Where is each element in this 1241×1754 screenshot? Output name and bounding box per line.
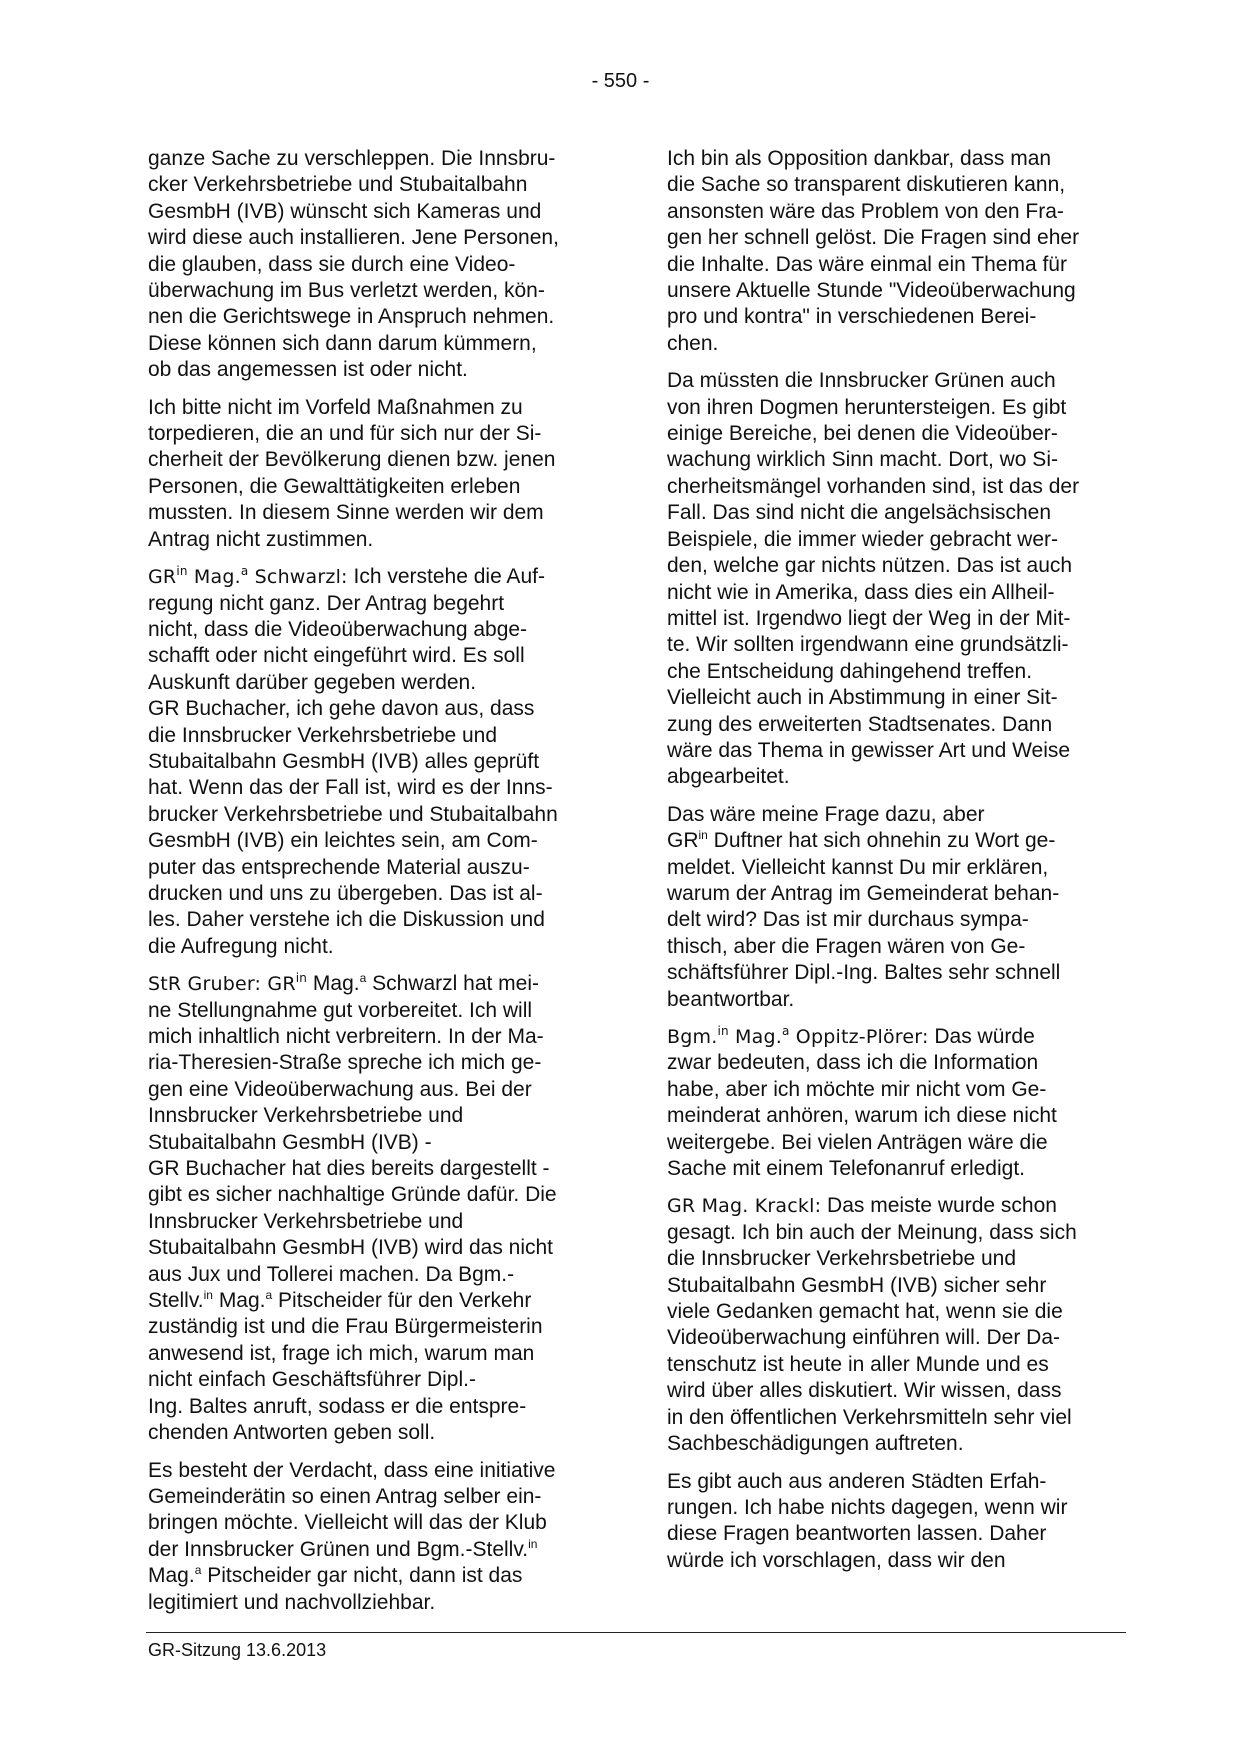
- paragraph-lines: [148, 1314, 598, 1446]
- speaker-line: $GR^{in}$ Mag.$^a$ Schwarzl: Ich verstehe die Auf-: [148, 564, 545, 589]
- text-line: hat. Wenn das der Fall ist, wird es der Inns-: [148, 776, 553, 800]
- text-line: wird diese auch installieren. Jene Personen,: [148, 226, 559, 250]
- text-line: Es besteht der Verdacht, dass eine initiative: [148, 1458, 556, 1482]
- paragraph: [148, 146, 598, 384]
- text-line: nicht, dass die Videoüberwachung abge-: [148, 617, 528, 641]
- text-line: beantwortbar.: [667, 987, 795, 1011]
- text-line: Stubaitalbahn GesmbH (IVB) -: [148, 1130, 432, 1154]
- text-line: mittel ist. Irgendwo liegt der Weg in der Mit-: [667, 606, 1071, 630]
- text-line: Auskunft darüber gegeben werden.: [148, 670, 477, 694]
- stellv-line: Stellv.$^{in}$ Mag.$^a$ Pitscheider für den Verkehr: [148, 1288, 532, 1313]
- text-line: nen die Gerichtswege in Anspruch nehmen.: [148, 305, 555, 329]
- text-line: Beispiele, die immer wieder gebracht wer-: [667, 527, 1058, 551]
- text-line: nicht wie in Amerika, dass dies ein Allheil-: [667, 580, 1055, 604]
- text-line: abgearbeitet.: [667, 765, 790, 789]
- text-line: unsere Aktuelle Stunde "Videoüberwachung: [667, 279, 1076, 303]
- text-line: schafft oder nicht eingeführt wird. Es soll: [148, 644, 525, 668]
- text-line: te. Wir sollten irgendwann eine grundsätzli-: [667, 633, 1069, 657]
- text-line: Vielleicht auch in Abstimmung in einer Sit-: [667, 686, 1058, 710]
- text-line: cherheitsmängel vorhanden sind, ist das der: [667, 474, 1080, 498]
- text-line: anwesend ist, frage ich mich, warum man: [148, 1341, 535, 1365]
- text-line: mussten. In diesem Sinne werden wir dem: [148, 501, 544, 525]
- text-line: schäftsführer Dipl.-Ing. Baltes sehr schnell: [667, 961, 1061, 985]
- text-line: Personen, die Gewalttätigkeiten erleben: [148, 474, 521, 498]
- text-line: die glauben, dass sie durch eine Video-: [148, 252, 516, 276]
- text-line: ria-Theresien-Straße spreche ich mich ge-: [148, 1051, 542, 1075]
- text-line: Das wäre meine Frage dazu, aber: [667, 802, 985, 826]
- text-line: Fall. Das sind nicht die angelsächsischen: [667, 501, 1052, 525]
- text-line: Ich bin als Opposition dankbar, dass man: [667, 147, 1052, 170]
- right-column: [667, 146, 1127, 1585]
- text-line: die Aufregung nicht.: [148, 934, 334, 958]
- text-line: würde ich vorschlagen, dass wir den: [667, 1548, 1006, 1572]
- paragraph: [667, 368, 1127, 791]
- paragraph: [667, 146, 1127, 357]
- text-line: wäre das Thema in gewisser Art und Weise: [667, 738, 1071, 762]
- text-line: Innsbrucker Verkehrsbetriebe und: [148, 1209, 464, 1233]
- paragraph: [148, 395, 598, 553]
- text-line: Innsbrucker Verkehrsbetriebe und: [148, 1104, 464, 1128]
- text-line: die Innsbrucker Verkehrsbetriebe und: [148, 723, 498, 747]
- paragraph-gruber: [148, 971, 598, 1446]
- text-line: legitimiert und nachvollziehbar.: [148, 1590, 436, 1614]
- mag-line: Mag.$^a$ Pitscheider gar nicht, dann ist das: [148, 1563, 523, 1588]
- paragraph-lines: [148, 1458, 598, 1537]
- text-line: cker Verkehrsbetriebe und Stubaitalbahn: [148, 173, 528, 197]
- speaker-name: $GR^{in}$ Mag.$^a$ Schwarzl:: [148, 564, 348, 589]
- text-line: wird über alles diskutiert. Wir wissen, dass: [667, 1379, 1062, 1403]
- text-line: chenden Antworten geben soll.: [148, 1421, 436, 1445]
- paragraph-oppitz: [667, 1024, 1127, 1182]
- paragraph-schwarzl: [148, 564, 598, 960]
- paragraph-lines: [148, 1590, 598, 1616]
- text-line: cherheit der Bevölkerung dienen bzw. jenen: [148, 448, 556, 472]
- text-line: chen.: [667, 331, 719, 355]
- text-line: torpedieren, die an und für sich nur der Si-: [148, 422, 542, 446]
- speaker-line: Bgm.$^{in}$ Mag.$^a$ Oppitz-Plörer: Das würde: [667, 1024, 1035, 1048]
- text-line: zuständig ist und die Frau Bürgermeisterin: [148, 1315, 543, 1339]
- text-line: ob das angemessen ist oder nicht.: [148, 358, 468, 382]
- text-line: ansonsten wäre das Problem von den Fra-: [667, 199, 1064, 223]
- speaker-name: StR Gruber: $GR^{in}$: [148, 971, 308, 996]
- text-line: Sache mit einem Telefonanruf erledigt.: [667, 1157, 1025, 1181]
- text-line: Stubaitalbahn GesmbH (IVB) alles geprüft: [148, 749, 540, 773]
- paragraph-lines: [667, 802, 1127, 828]
- text-line: Stubaitalbahn GesmbH (IVB) wird das nicht: [148, 1236, 554, 1260]
- text-line: regung nicht ganz. Der Antrag begehrt: [148, 591, 505, 615]
- text-line: puter das entsprechende Material auszu-: [148, 855, 530, 879]
- text-line: aus Jux und Tollerei machen. Da Bgm.-: [148, 1262, 515, 1286]
- paragraph-lines: [148, 591, 598, 961]
- paragraph-krackl: [667, 1193, 1127, 1457]
- text-line: GesmbH (IVB) ein leichtes sein, am Com-: [148, 829, 538, 853]
- left-column: [148, 146, 598, 1627]
- text-line: viele Gedanken gemacht hat, wenn sie die: [667, 1300, 1063, 1324]
- text-line: gen eine Videoüberwachung aus. Bei der: [148, 1077, 532, 1101]
- text-line: die Inhalte. Das wäre einmal ein Thema für: [667, 252, 1067, 276]
- page-number: - 550 -: [591, 70, 650, 92]
- text-line: pro und kontra" in verschiedenen Berei-: [667, 305, 1037, 329]
- text-line: ne Stellungnahme gut vorbereitet. Ich will: [148, 998, 533, 1022]
- text-line: GR Buchacher, ich gehe davon aus, dass: [148, 697, 535, 721]
- speaker-name: GR Mag. Krackl:: [667, 1195, 822, 1218]
- text-line: diese Fragen beantworten lassen. Daher: [667, 1522, 1047, 1546]
- paragraph-lines: [148, 998, 598, 1288]
- text-line: meldet. Vielleicht kannst Du mir erklären,: [667, 855, 1049, 879]
- speaker-line: GR Mag. Krackl: Das meiste wurde schon: [667, 1194, 1057, 1218]
- paragraph-verdacht: [148, 1458, 598, 1616]
- text-line: meinderat anhören, warum ich diese nicht: [667, 1104, 1057, 1128]
- speaker-line: StR Gruber: $GR^{in}$ Mag.$^a$ Schwarzl hat mei-: [148, 971, 540, 996]
- paragraph-lines: [667, 1220, 1127, 1458]
- text-line: tenschutz ist heute in aller Munde und es: [667, 1352, 1049, 1376]
- text-line: den, welche gar nichts nützen. Das ist auch: [667, 554, 1073, 578]
- text-line: mich inhaltlich nicht verbreitern. In der Ma-: [148, 1025, 544, 1048]
- text-line: Sachbeschädigungen auftreten.: [667, 1432, 964, 1456]
- paragraph-duftner: [667, 802, 1127, 1013]
- text-line: die Innsbrucker Verkehrsbetriebe und: [667, 1247, 1017, 1271]
- text-line: warum der Antrag im Gemeinderat behan-: [667, 881, 1060, 905]
- paragraph-lines: [667, 855, 1127, 1013]
- text-line: Videoüberwachung einführen will. Der Da-: [667, 1326, 1061, 1350]
- paragraph-lines: [667, 1050, 1127, 1182]
- text-line: einige Bereiche, bei denen die Videoüber-: [667, 422, 1058, 446]
- footer-divider: [146, 1632, 1126, 1633]
- footer-session-label: GR-Sitzung 13.6.2013: [148, 1640, 327, 1660]
- text-line: die Sache so transparent diskutieren kann,: [667, 173, 1066, 197]
- text-line: nicht einfach Geschäftsführer Dipl.-: [148, 1368, 476, 1392]
- text-line: in den öffentlichen Verkehrsmitteln sehr viel: [667, 1405, 1072, 1429]
- text-line: gibt es sicher nachhaltige Gründe dafür. Die: [148, 1183, 557, 1207]
- text-line: Antrag nicht zustimmen.: [148, 527, 374, 551]
- text-line: drucken und uns zu übergeben. Das ist al-: [148, 881, 543, 905]
- text-line: Gemeinderätin so einen Antrag selber ein-: [148, 1484, 542, 1508]
- text-line: wachung wirklich Sinn macht. Dort, wo Si-: [667, 448, 1058, 472]
- text-line: delt wird? Das ist mir durchaus sympa-: [667, 908, 1029, 932]
- text-line: zwar bedeuten, dass ich die Information: [667, 1051, 1039, 1075]
- text-line: les. Daher verstehe ich die Diskussion und: [148, 908, 545, 932]
- text-line: che Entscheidung dahingehend treffen.: [667, 659, 1033, 683]
- text-line: überwachung im Bus verletzt werden, kön-: [148, 279, 545, 303]
- speaker-name: Bgm.$^{in}$ Mag.$^a$ Oppitz-Plörer:: [667, 1024, 929, 1048]
- text-line: thisch, aber die Fragen wären von Ge-: [667, 934, 1026, 958]
- text-line: gen her schnell gelöst. Die Fragen sind eher: [667, 226, 1080, 250]
- text-line: GR Buchacher hat dies bereits dargestellt -: [148, 1157, 550, 1181]
- text-line: gesagt. Ich bin auch der Meinung, dass sich: [667, 1220, 1077, 1244]
- text-line: ganze Sache zu verschleppen. Die Innsbru-: [148, 147, 556, 170]
- text-line: von ihren Dogmen heruntersteigen. Es gibt: [667, 395, 1067, 419]
- text-line: GesmbH (IVB) wünscht sich Kameras und: [148, 199, 542, 223]
- paragraph: [667, 1469, 1127, 1575]
- text-line: habe, aber ich möchte mir nicht vom Ge-: [667, 1077, 1047, 1101]
- text-line: Stubaitalbahn GesmbH (IVB) sicher sehr: [667, 1273, 1047, 1297]
- duftner-line: $GR^{in}$ Duftner hat sich ohnehin zu Wort ge-: [667, 828, 1056, 853]
- text-line: bringen möchte. Vielleicht will das der Klub: [148, 1511, 547, 1535]
- text-line: Ich bitte nicht im Vorfeld Maßnahmen zu: [148, 395, 523, 419]
- text-line: Da müssten die Innsbrucker Grünen auch: [667, 369, 1056, 393]
- text-line: weitergebe. Bei vielen Anträgen wäre die: [667, 1130, 1048, 1154]
- text-line: zung des erweiterten Stadtsenates. Dann: [667, 712, 1053, 736]
- text-line: Diese können sich dann darum kümmern,: [148, 331, 537, 355]
- klub-line: der Innsbrucker Grünen und Bgm.-Stellv.$^{in}$: [148, 1536, 538, 1561]
- text-line: Ing. Baltes anruft, sodass er die entspre-: [148, 1394, 527, 1418]
- text-line: rungen. Ich habe nichts dagegen, wenn wir: [667, 1495, 1068, 1519]
- text-line: Es gibt auch aus anderen Städten Erfah-: [667, 1469, 1047, 1493]
- text-line: brucker Verkehrsbetriebe und Stubaitalbahn: [148, 802, 558, 826]
